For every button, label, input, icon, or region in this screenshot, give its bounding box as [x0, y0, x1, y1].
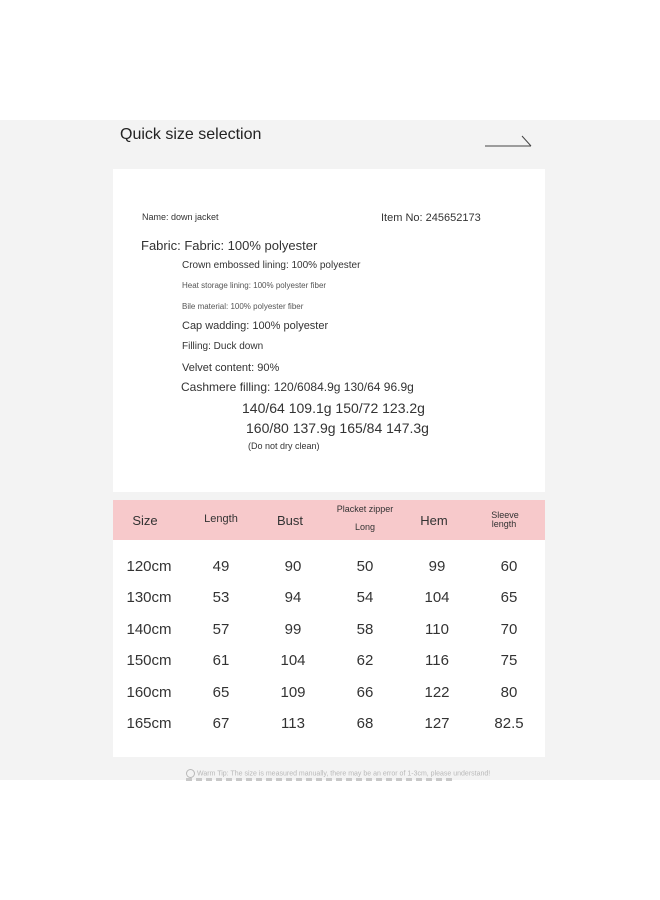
table-header	[113, 500, 545, 540]
arrow-right-icon	[484, 132, 534, 148]
table-cell: 130cm	[126, 589, 172, 606]
item-number: Item No: 245652173	[381, 212, 481, 224]
table-cell: 150cm	[126, 652, 172, 669]
bile-material-line: Bile material: 100% polyester fiber	[182, 302, 304, 311]
warm-tip-text: Warm Tip: The size is measured manually, there may be an error of 1-3cm, please understand!	[197, 770, 491, 778]
velvet-line: Velvet content: 90%	[182, 362, 280, 374]
header-bust: Bust	[276, 513, 304, 528]
filling-weights-line-2: 140/64 109.1g 150/72 123.2g	[242, 400, 425, 416]
table-cell: 53	[212, 589, 230, 606]
product-info-card	[113, 169, 545, 492]
table-cell: 67	[212, 715, 230, 732]
table-cell: 113	[281, 715, 305, 732]
warm-tip	[186, 769, 490, 778]
fabric-line: Fabric: Fabric: 100% polyester	[141, 238, 318, 253]
cashmere-filling-line: Cashmere filling: 120/6084.9g 130/64 96.9g	[181, 380, 414, 394]
table-cell: 109	[280, 684, 306, 701]
table-cell: 127	[424, 715, 450, 732]
table-cell: 140cm	[126, 621, 172, 638]
cap-wadding-line: Cap wadding: 100% polyester	[182, 320, 329, 332]
care-note: (Do not dry clean)	[248, 441, 320, 451]
filling-line: Filling: Duck down	[182, 341, 264, 352]
table-cell: 65	[500, 589, 518, 606]
smile-icon	[186, 769, 195, 778]
header-sleeve: Sleeve	[491, 510, 519, 520]
table-cell: 104	[424, 589, 450, 606]
faded-text-decoration	[186, 778, 456, 781]
table-cell: 62	[356, 652, 374, 669]
table-cell: 61	[212, 652, 230, 669]
table-cell: 68	[356, 715, 374, 732]
table-cell: 82.5	[494, 715, 524, 732]
table-cell: 160cm	[126, 684, 172, 701]
header-placket-long: Long	[354, 522, 376, 532]
table-cell: 116	[425, 652, 449, 669]
table-cell: 65	[212, 684, 230, 701]
table-cell: 80	[500, 684, 518, 701]
table-cell: 66	[356, 684, 374, 701]
table-cell: 49	[212, 558, 230, 575]
table-cell: 58	[356, 621, 374, 638]
table-cell: 94	[284, 589, 302, 606]
header-size: Size	[132, 513, 158, 528]
table-cell: 70	[500, 621, 518, 638]
page-title: Quick size selection	[120, 126, 262, 143]
header-placket: Placket zipper	[336, 504, 394, 514]
table-cell: 104	[280, 652, 306, 669]
size-table	[113, 500, 545, 757]
header-length: Length	[204, 513, 238, 525]
table-cell: 54	[356, 589, 374, 606]
lining-line: Crown embossed lining: 100% polyester	[182, 260, 361, 271]
header-hem: Hem	[420, 513, 448, 528]
filling-weights-line-3: 160/80 137.9g 165/84 147.3g	[246, 420, 429, 436]
product-name: Name: down jacket	[142, 212, 219, 222]
table-cell: 60	[500, 558, 518, 575]
table-cell: 99	[428, 558, 446, 575]
table-cell: 110	[425, 621, 449, 638]
table-cell: 120cm	[126, 558, 172, 575]
table-cell: 50	[356, 558, 374, 575]
header-sleeve-length: length	[491, 519, 517, 529]
table-cell: 57	[212, 621, 230, 638]
table-cell: 122	[424, 684, 450, 701]
table-cell: 75	[500, 652, 518, 669]
table-cell: 99	[284, 621, 302, 638]
heat-lining-line: Heat storage lining: 100% polyester fiber	[182, 281, 327, 290]
table-cell: 90	[284, 558, 302, 575]
table-cell: 165cm	[126, 715, 172, 732]
